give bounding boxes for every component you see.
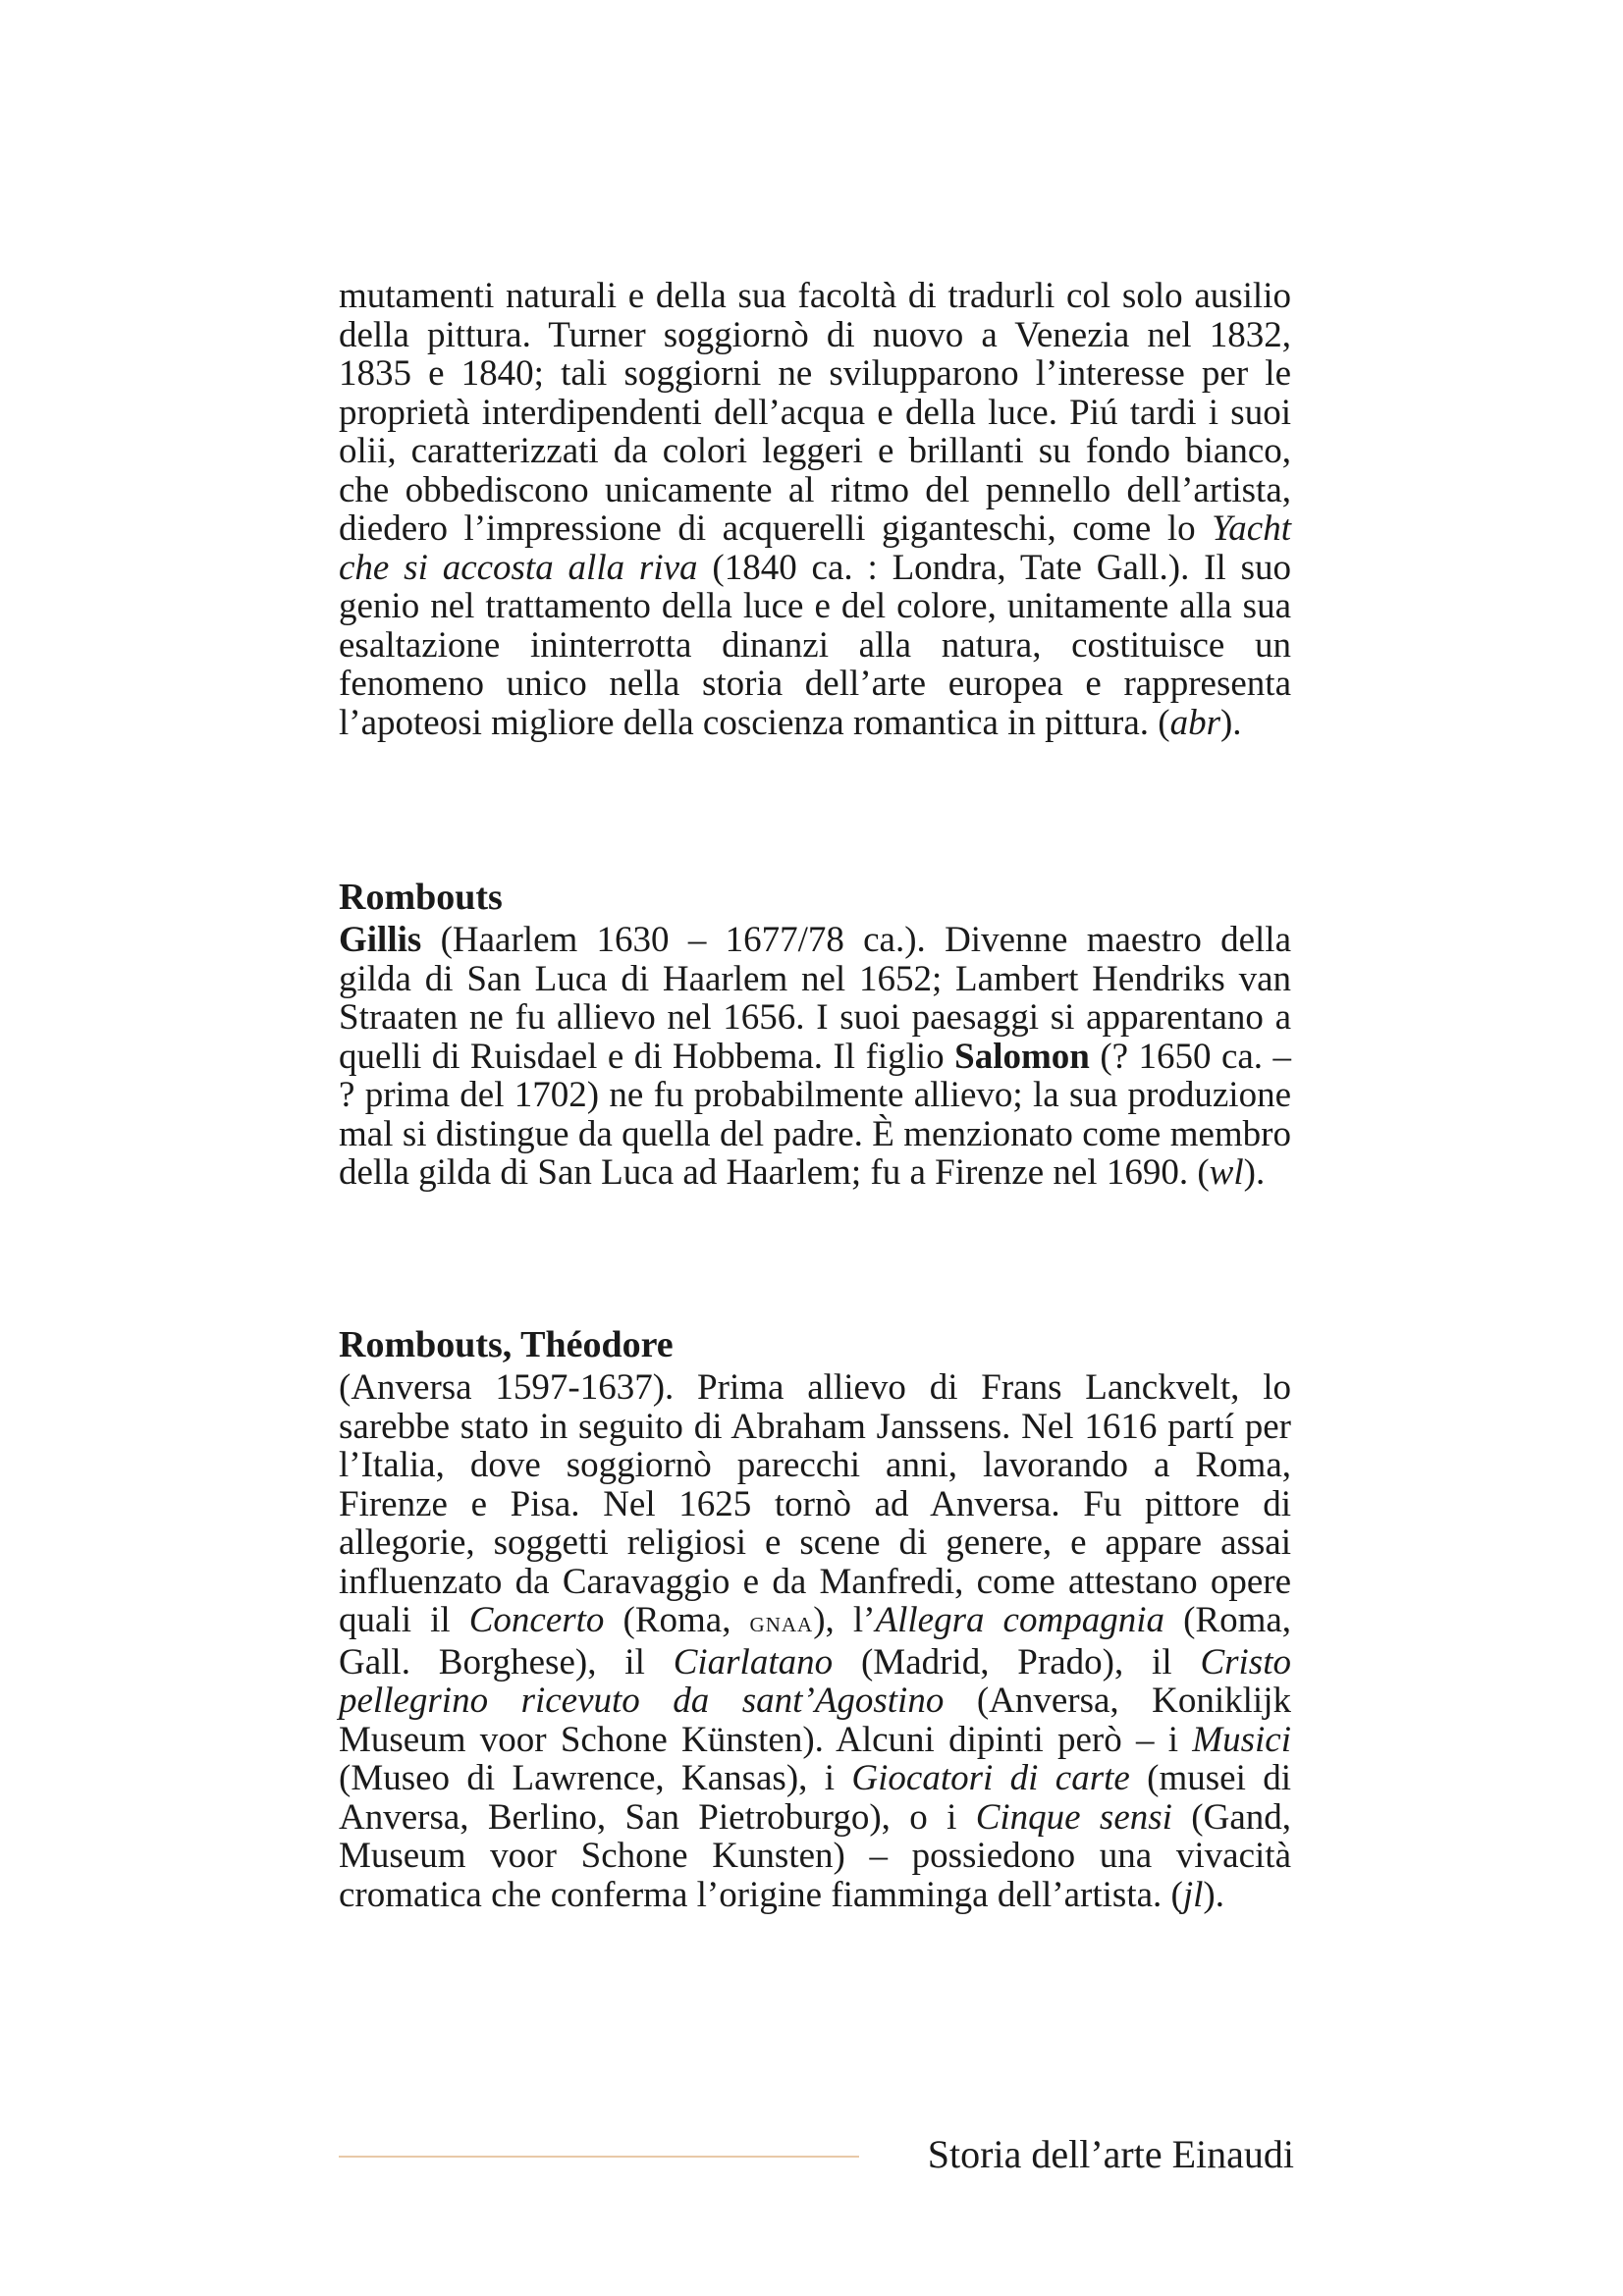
entry-text-end: ). [1203, 1874, 1224, 1915]
intro-text-end: ). [1219, 702, 1242, 743]
author-initials: abr [1169, 702, 1220, 743]
entry-text-part: (Museo di Lawrence, Kansas), i [339, 1758, 852, 1798]
entry-heading: Rombouts [339, 877, 503, 918]
intro-paragraph [339, 277, 1291, 742]
artwork-title: Cinque sensi [975, 1796, 1172, 1838]
entry-text-part: (Anversa, Koniklijk Museum voor Schone Künsten). Alcuni dipinti però – i [339, 1681, 1291, 1760]
entry-text-part: (Haarlem 1630 – 1677/78 ca.). Divenne maestro della gilda di San Luca di Haarlem nel 1652; Lambert Hendriks van Straaten ne fu allievo nel 1656. I suoi paesaggi si apparentano a quelli di Ruisdael e di Hobbema. Il figlio [339, 920, 1291, 1077]
artwork-title: Musici [1192, 1719, 1291, 1760]
artwork-title: Allegra compagnia [875, 1600, 1164, 1640]
author-initials: wl [1209, 1152, 1244, 1193]
entry-text-part: (Roma, [604, 1600, 750, 1640]
intro-text-part: (1840 ca. : Londra, Tate Gall.). Il suo genio nel trattamento della luce e del colore, unitamente alla sua esaltazione ininterrotta dinanzi alla natura, costituisce un fenomeno unico nella storia dell’arte europea e rappresenta l’apoteosi migliore della coscienza romantica in pittura. ( [339, 547, 1291, 743]
entry-heading: Rombouts, Théodore [339, 1324, 674, 1365]
artwork-title: Cristo pellegrino ricevuto da sant’Agostino [339, 1641, 1291, 1721]
entry-text-part: (Roma, Gall. Borghese), il [339, 1600, 1292, 1682]
entry-text-part: (Anversa 1597-1637). Prima allievo di Frans Lanckvelt, lo sarebbe stato in seguito di Abraham Janssens. Nel 1616 partí per l’Italia, dove soggiornò parecchi anni, lavorando a Roma, Firenze e Pisa. Nel 1625 tornò ad Anversa. Fu pittore di allegorie, soggetti religiosi e scene di genere, e appare assai influenzato da Caravaggio e da Manfredi, come attestano opere quali il [339, 1367, 1291, 1640]
entry-text-part: (? 1650 ca. – ? prima del 1702) ne fu probabilmente allievo; la sua produzione mal si distingue da quella del padre. È menzionato come membro della gilda di San Luca ad Haarlem; fu a Firenze nel 1690. ( [339, 1036, 1291, 1193]
entry-text-part: ), l’ [813, 1600, 876, 1640]
entry-body [339, 921, 1291, 1193]
entry-text-end: ). [1243, 1152, 1266, 1193]
person-name: Salomon [954, 1036, 1090, 1077]
entry-text-part: (Madrid, Prado), il [833, 1641, 1201, 1682]
footer-rule [339, 2156, 859, 2158]
entry-text-part: (musei di Anversa, Berlino, San Pietroburgo), o i [339, 1758, 1292, 1838]
footer-label: Storia dell’arte Einaudi [927, 2132, 1294, 2176]
entry-rombouts-theodore [339, 1323, 1291, 1914]
artwork-title: Giocatori di carte [851, 1758, 1130, 1798]
collection-abbreviation: gnaa [749, 1607, 814, 1638]
author-initials: jl [1182, 1874, 1204, 1915]
artwork-title: Yacht che si accosta alla riva [339, 508, 1291, 588]
person-name: Gillis [339, 920, 422, 960]
artwork-title: Ciarlatano [673, 1641, 834, 1682]
artwork-title: Concerto [468, 1600, 605, 1640]
entry-rombouts [339, 876, 1291, 1193]
entry-body [339, 1368, 1291, 1914]
intro-text [339, 277, 1291, 742]
intro-text-part: mutamenti naturali e della sua facoltà di tradurli col solo ausilio della pittura. Turner soggiornò di nuovo a Venezia nel 1832, 1835 e 1840; tali soggiorni ne svilupparono l’interesse per le proprietà interdipendenti dell’acqua e della luce. Piú tardi i suoi olii, caratterizzati da colori leggeri e brillanti su fondo bianco, che obbediscono unicamente al ritmo del pennello dell’artista, diedero l’impressione di acquerelli giganteschi, come lo [339, 276, 1291, 549]
entry-text-part: (Gand, Museum voor Schone Kunsten) – possiedono una vivacità cromatica che conferma l’origine fiamminga dell’artista. ( [339, 1796, 1291, 1915]
